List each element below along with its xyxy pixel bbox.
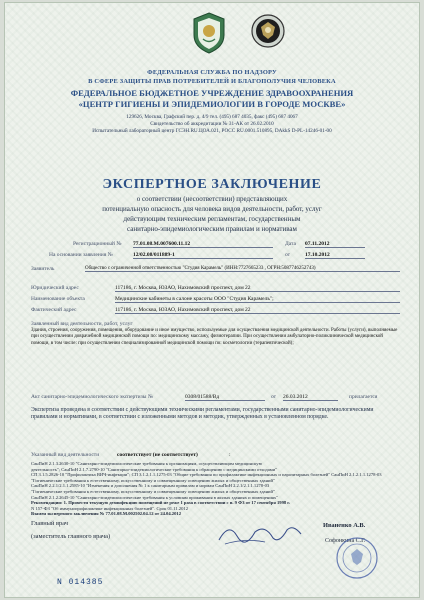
recommendations-line: Рекомендации: 1. Провести текущую дезинфекцию помещений не реже 1 раза в соответствии с п. 9 ФЗ от 17 сентября 1998 г.	[31, 500, 291, 506]
header-accreditation: Свидетельство об аккредитации № 31-АК от 26.02.2010	[150, 121, 274, 127]
subtitle-line-2: потенциальную опасность для человека видов деятельности, работ, услуг	[102, 205, 322, 213]
reg-label: Регистрационный №	[73, 241, 122, 247]
replacement-line: Взамен экспертного заключения № 77.01.08.М.002502.04.12 от 24.04.2012	[31, 511, 181, 517]
signature-name-1: Иваненко А.В.	[323, 522, 366, 529]
subtitle-line-3: действующим техническим регламентам, государственным	[123, 215, 301, 223]
actual-address-label: Фактический адрес	[31, 307, 77, 313]
activity-text: Здания, строения, сооружения, помещения, оборудование и иное имущество, используемые для осуществления медицинской деятельности. Работы (услуги), выполняемые при осуществлении доврачебной медицинской помощи по: медицинскому массажу, физиотерапии. При осуществлении амбулаторно-поликлинической медицинской помощи, в том числе: при осуществлении специализированной медицинской помощи по: косметологии (терапевтической);	[31, 328, 398, 346]
header-lab: Испытательный лабораторный центр ГСЭН.RU.ЦОА.021, РОСС RU.0001.510895, DAkkS D-PL-14246-01-00	[92, 128, 332, 134]
legal-address-value: 117186, г. Москва, ЮЗАО, Нахимовский проспект, дом 22	[115, 285, 400, 292]
object-value: Медицинские кабинеты в салоне красоты ООО "Студия Карамель";	[115, 296, 400, 303]
round-stamp-icon	[335, 536, 379, 580]
result-label: Указанный вид деятельности	[31, 452, 100, 458]
norm-line: СанПиН 2.1.3.2630-10 "Санитарно-эпидемиологические требования к организациям, осуществляющим медицинскую	[31, 461, 263, 466]
act-from: от	[271, 394, 277, 400]
norm-line: деятельность"; СанПиН 2.1.7.2790-10 "Санитарно-эпидемиологические требования к обращению с медицинскими отходами"	[31, 466, 278, 472]
header-address: 129626, Москва, Графский пер. д. 4/9 тел. (495) 687 4035, факс (495) 687 4067	[126, 114, 298, 120]
activity-label: Заявленный вид деятельности, работ, услуг	[31, 321, 133, 327]
basis-number: 12/02.08/011889-1	[133, 252, 273, 259]
reg-date-label: Дата	[285, 241, 296, 247]
signature-role-1: Главный врач	[31, 520, 68, 527]
header-line-2: В СФЕРЕ ЗАЩИТЫ ПРАВ ПОТРЕБИТЕЛЕЙ И БЛАГОПОЛУЧИЯ ЧЕЛОВЕКА	[88, 78, 336, 85]
subtitle-line-4: санитарно-эпидемиологическим правилам и нормативам	[127, 225, 297, 233]
reg-number: 77.01.08.М.007600.11.12	[133, 241, 273, 248]
act-number: 0308/01588/Вд	[185, 394, 265, 401]
actual-address-value: 117186, г. Москва, ЮЗАО, Нахимовский проспект, дом 22	[115, 307, 400, 314]
header-line-1: ФЕДЕРАЛЬНАЯ СЛУЖБА ПО НАДЗОРУ	[147, 69, 277, 76]
norm-line: СП 3.1.5.2826-10 "Профилактика ВИЧ-инфекции"; СП 3.1.2.1.1.1275-03 "Общие требования по профилактике инфекционных и паразитарных болезней" СанПиН 2.1.2.1.1.1278-03	[31, 472, 382, 478]
basis-label: На основании заявления №	[49, 252, 113, 258]
norm-line: "Гигиенические требования к естественному, искусственному и совмещенному освещению жилых и общественных зданий"	[31, 477, 275, 483]
basis-date: 17.10.2012	[305, 252, 365, 259]
serial-number: N 014385	[57, 578, 104, 587]
norm-line: СанПиН 2.2.1/2.1.1.2585-10 "Изменения и дополнения № 1 к санитарным правилам и нормам СанПиН 2.2.1/2.1.1.1278-03	[31, 483, 270, 489]
act-date: 26.03.2012	[283, 394, 338, 401]
rospotrebnadzor-emblem-icon	[191, 11, 227, 55]
header-line-4: «ЦЕНТР ГИГИЕНЫ И ЭПИДЕМИОЛОГИИ В ГОРОДЕ МОСКВЕ»	[78, 99, 346, 109]
norms-block	[31, 461, 403, 517]
subtitle-line-1: о соответствии (несоответствии) представляющих	[136, 195, 288, 203]
signature-name-2: Софонкина С.Г.	[325, 538, 366, 544]
object-label: Наименование объекта	[31, 296, 85, 302]
signature-role-2: (заместитель главного врача)	[31, 533, 111, 540]
norm-line: СанПиН 2.1.2.2645-10 "Санитарно-эпидемиологические требования к условиям проживания в жилых зданиях и помещениях"	[31, 494, 279, 500]
result-value: соответствует (не соответствует)	[117, 452, 198, 458]
certificate-sheet	[4, 2, 420, 598]
result-tail: :	[229, 452, 231, 458]
legal-address-label: Юридический адрес	[31, 285, 79, 291]
applicant-value: Общество с ограниченной ответственностью "Студия Карамель" (ИНН:7727665233 , ОГРН:5087746252743)	[85, 266, 400, 272]
norm-line: "Гигиенические требования к естественному, искусственному и совмещенному освещению жилых и общественных зданий"	[31, 488, 275, 494]
act-attached: прилагается	[349, 394, 378, 400]
eagle-seal-icon	[251, 9, 285, 53]
handwritten-signature	[215, 518, 305, 548]
basis-from: от	[285, 252, 291, 258]
document-title: ЭКСПЕРТНОЕ ЗАКЛЮЧЕНИЕ	[102, 177, 322, 192]
conclusion-text: Экспертиза проведена в соответствии с действующими техническими регламентами, государственными санитарно-эпидемиологическими правилами и нормативами, в соответствии с изложенными методов и методик, утвержденных в установленном порядке.	[31, 407, 374, 421]
header-line-3: ФЕДЕРАЛЬНОЕ БЮДЖЕТНОЕ УЧРЕЖДЕНИЕ ЗДРАВООХРАНЕНИЯ	[70, 88, 354, 98]
act-label: Акт санитарно-эпидемиологического экспертизы №	[31, 394, 154, 400]
reg-date: 07.11.2012	[305, 241, 365, 248]
norm-line: N 157-ФЗ "Об иммунопрофилактике инфекционных болезней". Срок 01.11.2012	[31, 505, 188, 511]
applicant-label: Заявитель	[31, 266, 55, 272]
